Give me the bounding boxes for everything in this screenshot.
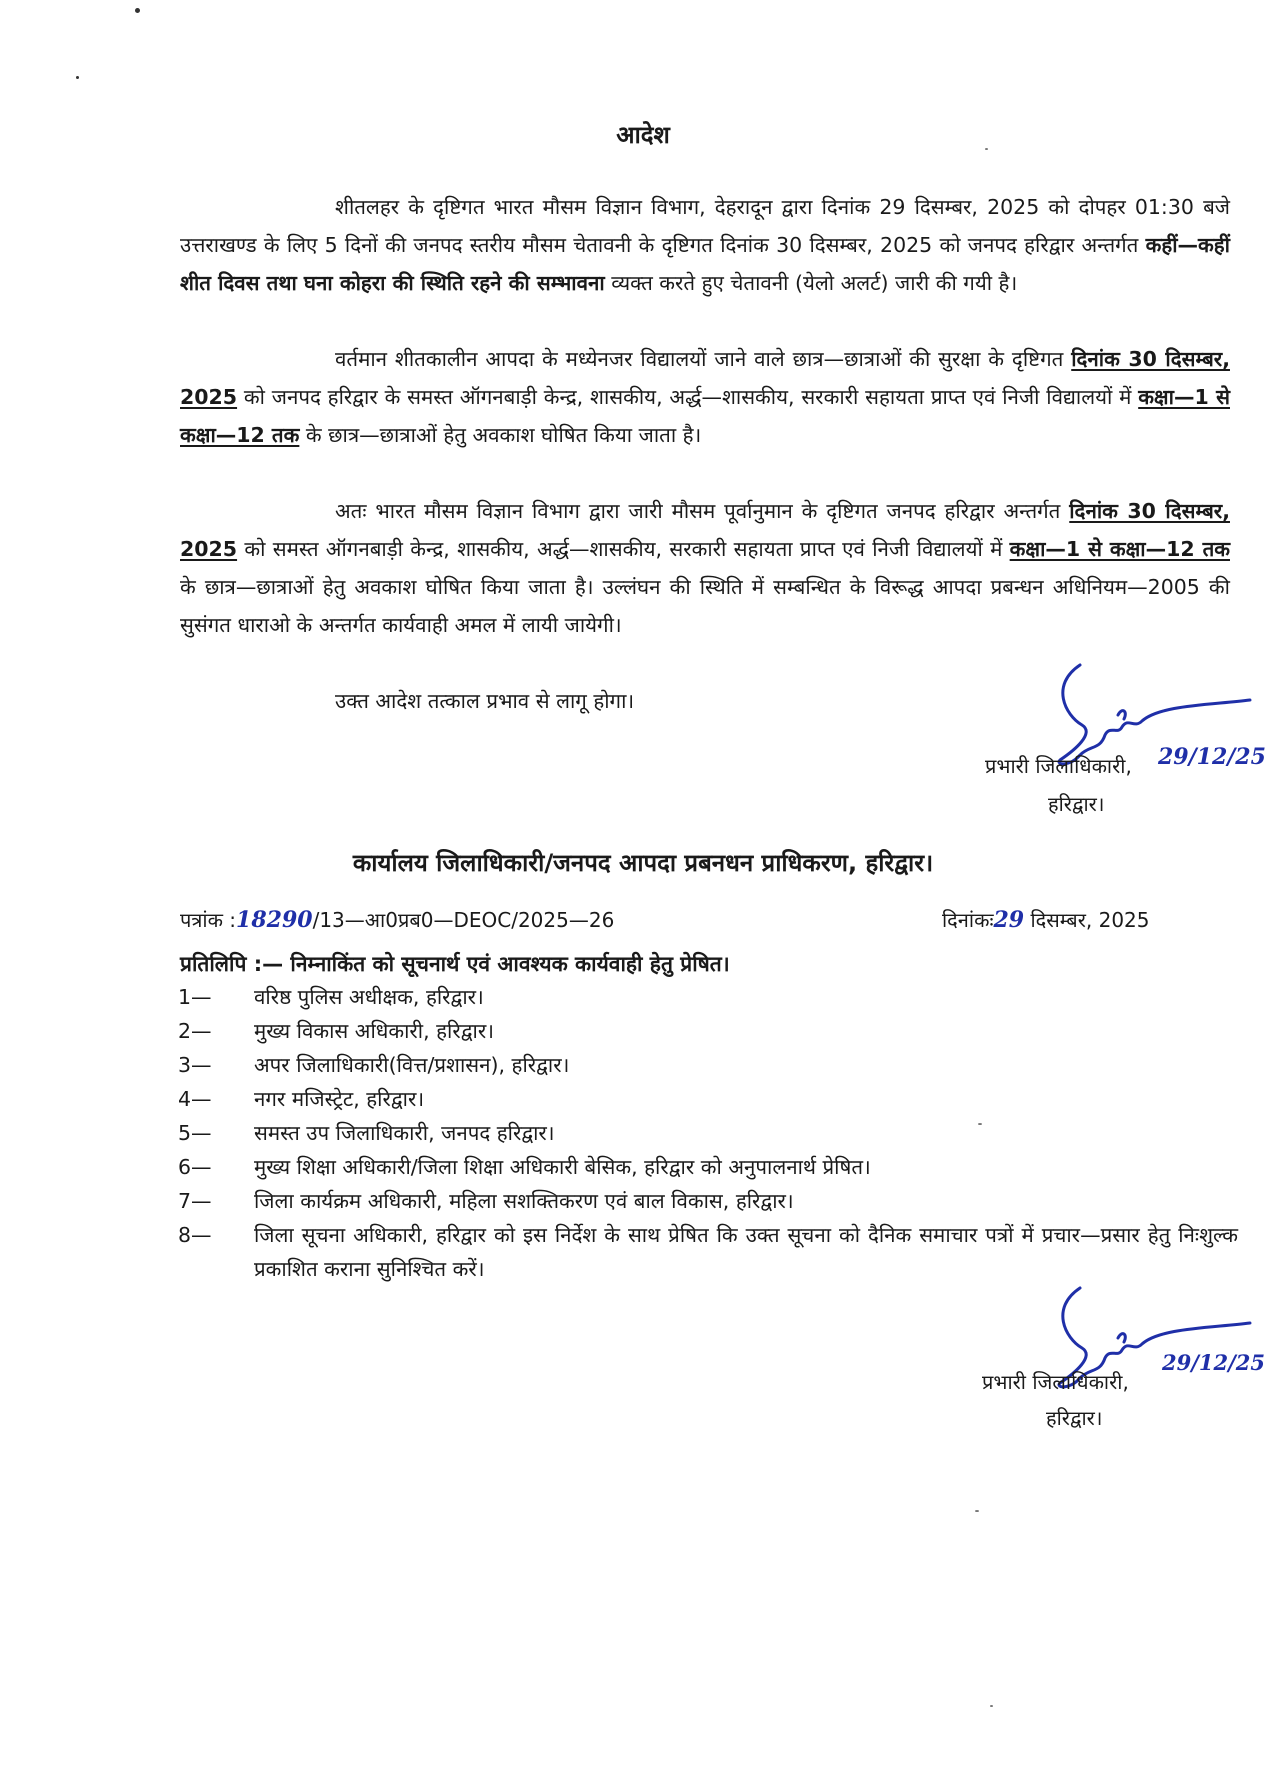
list-number: 8—: [178, 1223, 212, 1247]
signatory-designation: प्रभारी जिलाधिकारी,: [985, 754, 1132, 778]
paragraph-text: के छात्र—छात्राओं हेतु अवकाश घोषित किया जाता है। उल्लंघन की स्थिति में सम्बन्धित के विरूद्ध आपदा प्रबन्धन अधिनियम—2005 की सुसंगत धाराओ के अन्तर्गत कार्यवाही अमल में लायी जायेगी।: [180, 575, 1230, 637]
speck-mark: [978, 1123, 982, 1125]
underlined-class-range: कक्षा—1 से कक्षा—12 तक: [1009, 537, 1230, 561]
paragraph-text: शीतलहर के दृष्टिगत भारत मौसम विज्ञान विभाग, देहरादून द्वारा दिनांक 29 दिसम्बर, 2025 को दोपहर 01:30 बजे उत्तराखण्ड के लिए 5 दिनों की जनपद स्तरीय मौसम चेतावनी के दृष्टिगत दिनांक 30 दिसम्बर, 2025 को जनपद हरिद्वार अन्तर्गत: [180, 195, 1230, 257]
paragraph-text: अतः भारत मौसम विज्ञान विभाग द्वारा जारी मौसम पूर्वानुमान के दृष्टिगत जनपद हरिद्वार अन्तर्गत: [335, 499, 1070, 523]
order-paragraph-3: [180, 492, 1230, 644]
paragraph-bold-text: कहीं—कहीं शीत दिवस तथा घना कोहरा की स्थिति रहने की सम्भावना: [180, 233, 1230, 295]
speck-mark: [135, 8, 140, 13]
signatory-place: हरिद्वार।: [1046, 1406, 1103, 1430]
handwritten-date: 29/12/25: [1158, 744, 1266, 770]
office-header: कार्यालय जिलाधिकारी/जनपद आपदा प्रबनधन प्राधिकरण, हरिद्वार।: [352, 849, 934, 877]
list-text: नगर मजिस्ट्रेट, हरिद्वार।: [254, 1087, 425, 1111]
handwritten-reference-number: 18290: [236, 907, 313, 933]
signatory-designation: प्रभारी जिलाधिकारी,: [982, 1370, 1129, 1394]
speck-mark: [76, 76, 79, 79]
order-paragraph-1: [180, 188, 1230, 302]
copy-to-heading: प्रतिलिपि :— निम्नाकिंत को सूचनार्थ एवं आवश्यक कार्यवाही हेतु प्रेषित।: [180, 952, 730, 976]
reference-row: [180, 906, 1210, 933]
underlined-class-range: कक्षा—1 से कक्षा—12 तक: [180, 385, 1230, 447]
list-item: [178, 1014, 1238, 1048]
reference-label: पत्रांक :: [180, 908, 237, 932]
handwritten-day: 29: [993, 907, 1025, 933]
underlined-date: दिनांक 30 दिसम्बर, 2025: [180, 499, 1230, 561]
list-item: [178, 1184, 1238, 1218]
reference-suffix: /13—आ0प्रब0—DEOC/2025—26: [312, 908, 615, 932]
list-number: 6—: [178, 1155, 212, 1179]
list-number: 7—: [178, 1189, 212, 1213]
date-suffix: दिसम्बर, 2025: [1024, 908, 1150, 932]
speck-mark: [975, 1510, 979, 1512]
list-text: मुख्य शिक्षा अधिकारी/जिला शिक्षा अधिकारी बेसिक, हरिद्वार को अनुपालनार्थ प्रेषित।: [254, 1155, 871, 1179]
paragraph-text: के छात्र—छात्राओं हेतु अवकाश घोषित किया जाता है।: [299, 423, 702, 447]
list-item: [178, 980, 1238, 1014]
paragraph-text: उक्त आदेश तत्काल प्रभाव से लागू होगा।: [335, 689, 635, 713]
signatory-place: हरिद्वार।: [1048, 792, 1105, 816]
list-item: [178, 1048, 1238, 1082]
list-text: मुख्य विकास अधिकारी, हरिद्वार।: [254, 1019, 494, 1043]
paragraph-text: को समस्त ऑगनबाड़ी केन्द्र, शासकीय, अर्द्ध—शासकीय, सरकारी सहायता प्राप्त एवं निजी विद्यालयों में: [237, 537, 1010, 561]
list-text: वरिष्ठ पुलिस अधीक्षक, हरिद्वार।: [254, 985, 484, 1009]
speck-mark: [985, 148, 988, 150]
order-title: आदेश: [616, 121, 670, 149]
underlined-date: दिनांक 30 दिसम्बर, 2025: [180, 347, 1230, 409]
speck-mark: [990, 1705, 993, 1707]
list-number: 5—: [178, 1121, 212, 1145]
list-text: समस्त उप जिलाधिकारी, जनपद हरिद्वार।: [254, 1121, 555, 1145]
list-text: जिला सूचना अधिकारी, हरिद्वार को इस निर्देश के साथ प्रेषित कि उक्त सूचना को दैनिक समाचार पत्रों में प्रचार—प्रसार हेतु निःशुल्क प्रकाशित कराना सुनिश्चित करें।: [254, 1223, 1238, 1281]
list-number: 4—: [178, 1087, 212, 1111]
list-item: [178, 1082, 1238, 1116]
reference-date: [942, 906, 1150, 933]
order-paragraph-2: [180, 340, 1230, 454]
list-text: जिला कार्यक्रम अधिकारी, महिला सशक्तिकरण एवं बाल विकास, हरिद्वार।: [254, 1189, 794, 1213]
paragraph-text: वर्तमान शीतकालीन आपदा के मध्येनजर विद्यालयों जाने वाले छात्र—छात्राओं की सुरक्षा के दृष्टिगत: [335, 347, 1072, 371]
paragraph-text: को जनपद हरिद्वार के समस्त ऑगनबाड़ी केन्द्र, शासकीय, अर्द्ध—शासकीय, सरकारी सहायता प्राप्त एवं निजी विद्यालयों में: [237, 385, 1139, 409]
list-number: 3—: [178, 1053, 212, 1077]
copy-to-list: [178, 980, 1238, 1286]
paragraph-text: व्यक्त करते हुए चेतावनी (येलो अलर्ट) जारी की गयी है।: [604, 271, 1018, 295]
date-label: दिनांकः: [942, 908, 994, 932]
list-item: [178, 1218, 1238, 1286]
list-item: [178, 1116, 1238, 1150]
list-item: [178, 1150, 1238, 1184]
list-number: 1—: [178, 985, 212, 1009]
handwritten-date: 29/12/25: [1162, 1350, 1266, 1375]
list-text: अपर जिलाधिकारी(वित्त/प्रशासन), हरिद्वार।: [254, 1053, 570, 1077]
list-number: 2—: [178, 1019, 212, 1043]
